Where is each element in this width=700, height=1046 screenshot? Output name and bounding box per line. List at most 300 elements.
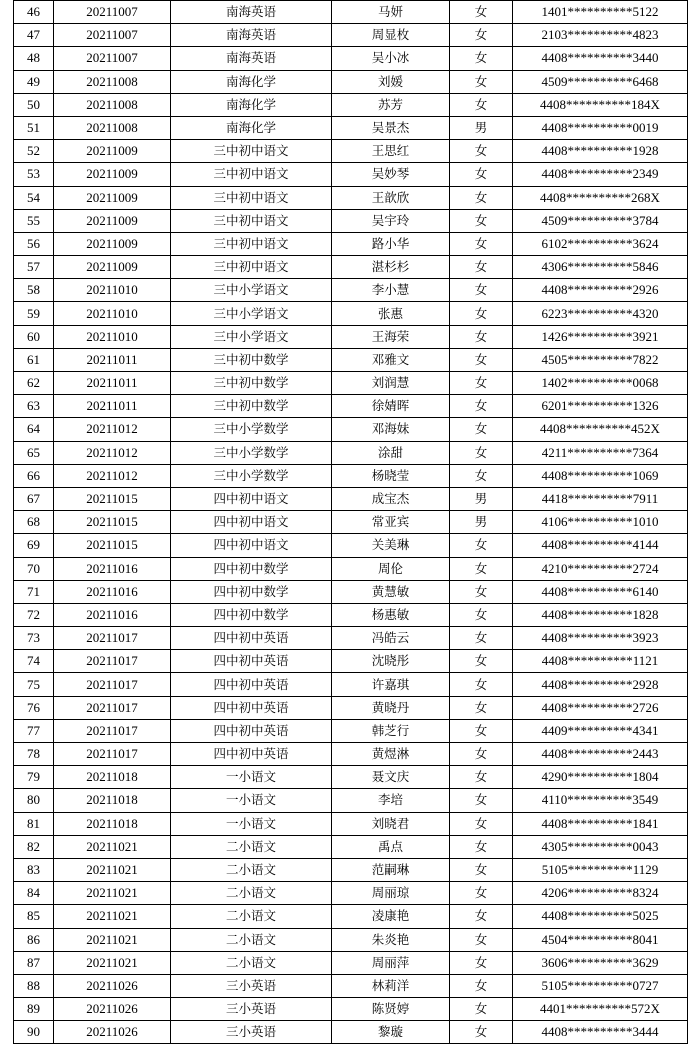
gender-cell: 女 — [450, 47, 513, 70]
id-number-cell: 4408**********184X — [513, 93, 688, 116]
subject-unit-cell: 四中初中数学 — [171, 603, 332, 626]
id-number-cell: 4408**********1841 — [513, 812, 688, 835]
id-number-cell: 1401**********5122 — [513, 1, 688, 24]
subject-unit-cell: 一小语文 — [171, 766, 332, 789]
exam-code-cell: 20211021 — [54, 951, 171, 974]
exam-code-cell: 20211011 — [54, 395, 171, 418]
table-row — [14, 580, 688, 603]
exam-code-cell: 20211009 — [54, 256, 171, 279]
table-row — [14, 209, 688, 232]
exam-code-cell: 20211007 — [54, 47, 171, 70]
gender-cell: 女 — [450, 186, 513, 209]
id-number-cell: 4211**********7364 — [513, 441, 688, 464]
exam-code-cell: 20211015 — [54, 534, 171, 557]
id-number-cell: 4206**********8324 — [513, 882, 688, 905]
exam-code-cell: 20211009 — [54, 163, 171, 186]
row-number-cell: 78 — [14, 743, 54, 766]
subject-unit-cell: 二小语文 — [171, 858, 332, 881]
gender-cell: 女 — [450, 557, 513, 580]
exam-code-cell: 20211021 — [54, 882, 171, 905]
exam-code-cell: 20211021 — [54, 928, 171, 951]
row-number-cell: 74 — [14, 650, 54, 673]
name-cell: 湛杉杉 — [332, 256, 450, 279]
subject-unit-cell: 三中初中语文 — [171, 163, 332, 186]
gender-cell: 女 — [450, 24, 513, 47]
id-number-cell: 4408**********2349 — [513, 163, 688, 186]
name-cell: 黄晓丹 — [332, 696, 450, 719]
exam-code-cell: 20211016 — [54, 557, 171, 580]
id-number-cell: 4409**********4341 — [513, 719, 688, 742]
gender-cell: 女 — [450, 882, 513, 905]
row-number-cell: 90 — [14, 1021, 54, 1044]
gender-cell: 女 — [450, 928, 513, 951]
table-row — [14, 673, 688, 696]
gender-cell: 女 — [450, 743, 513, 766]
exam-code-cell: 20211018 — [54, 766, 171, 789]
table-row — [14, 534, 688, 557]
row-number-cell: 73 — [14, 627, 54, 650]
subject-unit-cell: 三中初中语文 — [171, 232, 332, 255]
table-row — [14, 24, 688, 47]
id-number-cell: 4408**********1121 — [513, 650, 688, 673]
gender-cell: 女 — [450, 93, 513, 116]
subject-unit-cell: 三中小学语文 — [171, 279, 332, 302]
exam-code-cell: 20211015 — [54, 511, 171, 534]
row-number-cell: 71 — [14, 580, 54, 603]
exam-code-cell: 20211011 — [54, 348, 171, 371]
table-row — [14, 256, 688, 279]
exam-code-cell: 20211012 — [54, 464, 171, 487]
name-cell: 吴小冰 — [332, 47, 450, 70]
id-number-cell: 4408**********1828 — [513, 603, 688, 626]
table-row — [14, 302, 688, 325]
name-cell: 聂文庆 — [332, 766, 450, 789]
gender-cell: 女 — [450, 256, 513, 279]
name-cell: 陈贤婷 — [332, 998, 450, 1021]
subject-unit-cell: 三中小学数学 — [171, 441, 332, 464]
id-number-cell: 4418**********7911 — [513, 487, 688, 510]
subject-unit-cell: 四中初中数学 — [171, 580, 332, 603]
name-cell: 关美琳 — [332, 534, 450, 557]
subject-unit-cell: 四中初中英语 — [171, 673, 332, 696]
exam-code-cell: 20211010 — [54, 325, 171, 348]
row-number-cell: 86 — [14, 928, 54, 951]
name-cell: 周丽萍 — [332, 951, 450, 974]
table-row — [14, 789, 688, 812]
row-number-cell: 63 — [14, 395, 54, 418]
name-cell: 吴景杰 — [332, 116, 450, 139]
id-number-cell: 4106**********1010 — [513, 511, 688, 534]
id-number-cell: 4210**********2724 — [513, 557, 688, 580]
gender-cell: 女 — [450, 696, 513, 719]
id-number-cell: 4408**********0019 — [513, 116, 688, 139]
table-row — [14, 928, 688, 951]
row-number-cell: 47 — [14, 24, 54, 47]
row-number-cell: 69 — [14, 534, 54, 557]
gender-cell: 女 — [450, 974, 513, 997]
subject-unit-cell: 三中初中数学 — [171, 395, 332, 418]
row-number-cell: 61 — [14, 348, 54, 371]
row-number-cell: 60 — [14, 325, 54, 348]
row-number-cell: 76 — [14, 696, 54, 719]
exam-code-cell: 20211016 — [54, 580, 171, 603]
id-number-cell: 4408**********6140 — [513, 580, 688, 603]
name-cell: 刘晓君 — [332, 812, 450, 835]
row-number-cell: 59 — [14, 302, 54, 325]
name-cell: 杨惠敏 — [332, 603, 450, 626]
exam-code-cell: 20211007 — [54, 24, 171, 47]
subject-unit-cell: 三中小学数学 — [171, 464, 332, 487]
subject-unit-cell: 三中初中语文 — [171, 256, 332, 279]
id-number-cell: 4408**********3440 — [513, 47, 688, 70]
name-cell: 成宝杰 — [332, 487, 450, 510]
gender-cell: 男 — [450, 511, 513, 534]
exam-code-cell: 20211010 — [54, 279, 171, 302]
row-number-cell: 53 — [14, 163, 54, 186]
id-number-cell: 6102**********3624 — [513, 232, 688, 255]
gender-cell: 女 — [450, 1021, 513, 1044]
row-number-cell: 80 — [14, 789, 54, 812]
id-number-cell: 4408**********2928 — [513, 673, 688, 696]
gender-cell: 女 — [450, 209, 513, 232]
name-cell: 禹点 — [332, 835, 450, 858]
gender-cell: 女 — [450, 603, 513, 626]
name-cell: 朱炎艳 — [332, 928, 450, 951]
row-number-cell: 57 — [14, 256, 54, 279]
exam-code-cell: 20211026 — [54, 998, 171, 1021]
exam-code-cell: 20211026 — [54, 974, 171, 997]
subject-unit-cell: 三中初中语文 — [171, 140, 332, 163]
row-number-cell: 58 — [14, 279, 54, 302]
candidate-table-body — [14, 1, 688, 1044]
table-row — [14, 719, 688, 742]
name-cell: 李培 — [332, 789, 450, 812]
exam-code-cell: 20211017 — [54, 673, 171, 696]
subject-unit-cell: 三小英语 — [171, 998, 332, 1021]
name-cell: 吴宇玲 — [332, 209, 450, 232]
table-row — [14, 441, 688, 464]
row-number-cell: 83 — [14, 858, 54, 881]
table-row — [14, 395, 688, 418]
table-row — [14, 650, 688, 673]
gender-cell: 女 — [450, 464, 513, 487]
subject-unit-cell: 南海化学 — [171, 116, 332, 139]
gender-cell: 女 — [450, 140, 513, 163]
table-row — [14, 812, 688, 835]
gender-cell: 男 — [450, 487, 513, 510]
id-number-cell: 6201**********1326 — [513, 395, 688, 418]
gender-cell: 女 — [450, 766, 513, 789]
gender-cell: 女 — [450, 348, 513, 371]
table-row — [14, 998, 688, 1021]
id-number-cell: 3606**********3629 — [513, 951, 688, 974]
candidate-table — [13, 0, 688, 1044]
gender-cell: 女 — [450, 232, 513, 255]
subject-unit-cell: 三小英语 — [171, 1021, 332, 1044]
row-number-cell: 49 — [14, 70, 54, 93]
gender-cell: 女 — [450, 673, 513, 696]
row-number-cell: 67 — [14, 487, 54, 510]
exam-code-cell: 20211015 — [54, 487, 171, 510]
name-cell: 王歆欣 — [332, 186, 450, 209]
row-number-cell: 75 — [14, 673, 54, 696]
id-number-cell: 4306**********5846 — [513, 256, 688, 279]
row-number-cell: 46 — [14, 1, 54, 24]
id-number-cell: 4408**********4144 — [513, 534, 688, 557]
table-row — [14, 1021, 688, 1044]
exam-code-cell: 20211009 — [54, 209, 171, 232]
gender-cell: 女 — [450, 395, 513, 418]
id-number-cell: 4408**********3923 — [513, 627, 688, 650]
row-number-cell: 65 — [14, 441, 54, 464]
exam-code-cell: 20211008 — [54, 70, 171, 93]
exam-code-cell: 20211017 — [54, 743, 171, 766]
table-row — [14, 743, 688, 766]
exam-code-cell: 20211017 — [54, 719, 171, 742]
gender-cell: 女 — [450, 580, 513, 603]
row-number-cell: 70 — [14, 557, 54, 580]
id-number-cell: 4408**********5025 — [513, 905, 688, 928]
row-number-cell: 72 — [14, 603, 54, 626]
name-cell: 范嗣琳 — [332, 858, 450, 881]
exam-code-cell: 20211011 — [54, 372, 171, 395]
gender-cell: 女 — [450, 441, 513, 464]
subject-unit-cell: 二小语文 — [171, 951, 332, 974]
id-number-cell: 4401**********572X — [513, 998, 688, 1021]
exam-code-cell: 20211021 — [54, 905, 171, 928]
subject-unit-cell: 四中初中语文 — [171, 511, 332, 534]
subject-unit-cell: 三中初中语文 — [171, 209, 332, 232]
table-row — [14, 603, 688, 626]
row-number-cell: 68 — [14, 511, 54, 534]
id-number-cell: 4408**********2443 — [513, 743, 688, 766]
id-number-cell: 4408**********3444 — [513, 1021, 688, 1044]
row-number-cell: 55 — [14, 209, 54, 232]
name-cell: 路小华 — [332, 232, 450, 255]
row-number-cell: 77 — [14, 719, 54, 742]
name-cell: 许嘉琪 — [332, 673, 450, 696]
id-number-cell: 4509**********3784 — [513, 209, 688, 232]
subject-unit-cell: 三中小学数学 — [171, 418, 332, 441]
table-row — [14, 557, 688, 580]
name-cell: 刘润慧 — [332, 372, 450, 395]
gender-cell: 女 — [450, 279, 513, 302]
gender-cell: 女 — [450, 719, 513, 742]
subject-unit-cell: 南海化学 — [171, 93, 332, 116]
gender-cell: 女 — [450, 951, 513, 974]
gender-cell: 女 — [450, 905, 513, 928]
name-cell: 周显枚 — [332, 24, 450, 47]
table-row — [14, 47, 688, 70]
gender-cell: 女 — [450, 650, 513, 673]
subject-unit-cell: 二小语文 — [171, 928, 332, 951]
subject-unit-cell: 三中初中数学 — [171, 372, 332, 395]
name-cell: 冯皓云 — [332, 627, 450, 650]
gender-cell: 女 — [450, 812, 513, 835]
table-row — [14, 696, 688, 719]
row-number-cell: 50 — [14, 93, 54, 116]
subject-unit-cell: 南海英语 — [171, 24, 332, 47]
name-cell: 徐婧晖 — [332, 395, 450, 418]
id-number-cell: 1426**********3921 — [513, 325, 688, 348]
table-row — [14, 325, 688, 348]
table-row — [14, 116, 688, 139]
row-number-cell: 51 — [14, 116, 54, 139]
row-number-cell: 87 — [14, 951, 54, 974]
name-cell: 林莉洋 — [332, 974, 450, 997]
row-number-cell: 48 — [14, 47, 54, 70]
gender-cell: 女 — [450, 163, 513, 186]
table-row — [14, 882, 688, 905]
row-number-cell: 79 — [14, 766, 54, 789]
exam-code-cell: 20211021 — [54, 858, 171, 881]
subject-unit-cell: 二小语文 — [171, 882, 332, 905]
id-number-cell: 4408**********452X — [513, 418, 688, 441]
table-row — [14, 186, 688, 209]
exam-code-cell: 20211016 — [54, 603, 171, 626]
row-number-cell: 89 — [14, 998, 54, 1021]
name-cell: 黎璇 — [332, 1021, 450, 1044]
name-cell: 周丽琼 — [332, 882, 450, 905]
name-cell: 邓雅文 — [332, 348, 450, 371]
id-number-cell: 4505**********7822 — [513, 348, 688, 371]
gender-cell: 女 — [450, 418, 513, 441]
id-number-cell: 6223**********4320 — [513, 302, 688, 325]
gender-cell: 女 — [450, 858, 513, 881]
name-cell: 黄慧敏 — [332, 580, 450, 603]
id-number-cell: 4408**********1069 — [513, 464, 688, 487]
table-row — [14, 418, 688, 441]
exam-code-cell: 20211008 — [54, 93, 171, 116]
name-cell: 王海荣 — [332, 325, 450, 348]
row-number-cell: 56 — [14, 232, 54, 255]
table-row — [14, 835, 688, 858]
subject-unit-cell: 四中初中英语 — [171, 650, 332, 673]
table-row — [14, 279, 688, 302]
id-number-cell: 4408**********1928 — [513, 140, 688, 163]
name-cell: 凌康艳 — [332, 905, 450, 928]
id-number-cell: 4110**********3549 — [513, 789, 688, 812]
id-number-cell: 5105**********0727 — [513, 974, 688, 997]
table-row — [14, 974, 688, 997]
table-row — [14, 627, 688, 650]
id-number-cell: 4408**********268X — [513, 186, 688, 209]
name-cell: 沈晓彤 — [332, 650, 450, 673]
subject-unit-cell: 四中初中语文 — [171, 487, 332, 510]
exam-code-cell: 20211017 — [54, 650, 171, 673]
exam-code-cell: 20211021 — [54, 835, 171, 858]
table-row — [14, 70, 688, 93]
gender-cell: 男 — [450, 116, 513, 139]
table-row — [14, 858, 688, 881]
gender-cell: 女 — [450, 302, 513, 325]
id-number-cell: 4290**********1804 — [513, 766, 688, 789]
gender-cell: 女 — [450, 325, 513, 348]
exam-code-cell: 20211008 — [54, 116, 171, 139]
subject-unit-cell: 南海化学 — [171, 70, 332, 93]
table-row — [14, 905, 688, 928]
exam-code-cell: 20211017 — [54, 696, 171, 719]
exam-code-cell: 20211018 — [54, 812, 171, 835]
exam-code-cell: 20211009 — [54, 232, 171, 255]
gender-cell: 女 — [450, 70, 513, 93]
subject-unit-cell: 三中初中数学 — [171, 348, 332, 371]
row-number-cell: 84 — [14, 882, 54, 905]
table-row — [14, 1, 688, 24]
exam-code-cell: 20211010 — [54, 302, 171, 325]
id-number-cell: 5105**********1129 — [513, 858, 688, 881]
id-number-cell: 1402**********0068 — [513, 372, 688, 395]
name-cell: 吴妙琴 — [332, 163, 450, 186]
table-row — [14, 487, 688, 510]
exam-code-cell: 20211026 — [54, 1021, 171, 1044]
table-row — [14, 951, 688, 974]
id-number-cell: 4305**********0043 — [513, 835, 688, 858]
name-cell: 刘媛 — [332, 70, 450, 93]
gender-cell: 女 — [450, 372, 513, 395]
subject-unit-cell: 二小语文 — [171, 905, 332, 928]
table-row — [14, 348, 688, 371]
subject-unit-cell: 四中初中数学 — [171, 557, 332, 580]
id-number-cell: 2103**********4823 — [513, 24, 688, 47]
id-number-cell: 4504**********8041 — [513, 928, 688, 951]
name-cell: 李小慧 — [332, 279, 450, 302]
table-row — [14, 511, 688, 534]
row-number-cell: 62 — [14, 372, 54, 395]
row-number-cell: 88 — [14, 974, 54, 997]
id-number-cell: 4408**********2926 — [513, 279, 688, 302]
exam-code-cell: 20211009 — [54, 186, 171, 209]
exam-code-cell: 20211017 — [54, 627, 171, 650]
gender-cell: 女 — [450, 835, 513, 858]
table-row — [14, 766, 688, 789]
table-row — [14, 140, 688, 163]
name-cell: 韩芝行 — [332, 719, 450, 742]
gender-cell: 女 — [450, 627, 513, 650]
subject-unit-cell: 四中初中英语 — [171, 627, 332, 650]
name-cell: 邓海妹 — [332, 418, 450, 441]
gender-cell: 女 — [450, 1, 513, 24]
exam-code-cell: 20211012 — [54, 418, 171, 441]
gender-cell: 女 — [450, 998, 513, 1021]
row-number-cell: 66 — [14, 464, 54, 487]
name-cell: 王思红 — [332, 140, 450, 163]
table-row — [14, 372, 688, 395]
subject-unit-cell: 四中初中英语 — [171, 743, 332, 766]
id-number-cell: 4509**********6468 — [513, 70, 688, 93]
exam-code-cell: 20211009 — [54, 140, 171, 163]
row-number-cell: 54 — [14, 186, 54, 209]
subject-unit-cell: 三中小学语文 — [171, 302, 332, 325]
row-number-cell: 81 — [14, 812, 54, 835]
gender-cell: 女 — [450, 789, 513, 812]
table-row — [14, 93, 688, 116]
table-row — [14, 163, 688, 186]
subject-unit-cell: 二小语文 — [171, 835, 332, 858]
row-number-cell: 52 — [14, 140, 54, 163]
name-cell: 周伦 — [332, 557, 450, 580]
id-number-cell: 4408**********2726 — [513, 696, 688, 719]
exam-code-cell: 20211018 — [54, 789, 171, 812]
subject-unit-cell: 南海英语 — [171, 47, 332, 70]
table-row — [14, 232, 688, 255]
exam-code-cell: 20211007 — [54, 1, 171, 24]
subject-unit-cell: 一小语文 — [171, 812, 332, 835]
subject-unit-cell: 四中初中英语 — [171, 696, 332, 719]
name-cell: 常亚宾 — [332, 511, 450, 534]
subject-unit-cell: 四中初中语文 — [171, 534, 332, 557]
row-number-cell: 82 — [14, 835, 54, 858]
